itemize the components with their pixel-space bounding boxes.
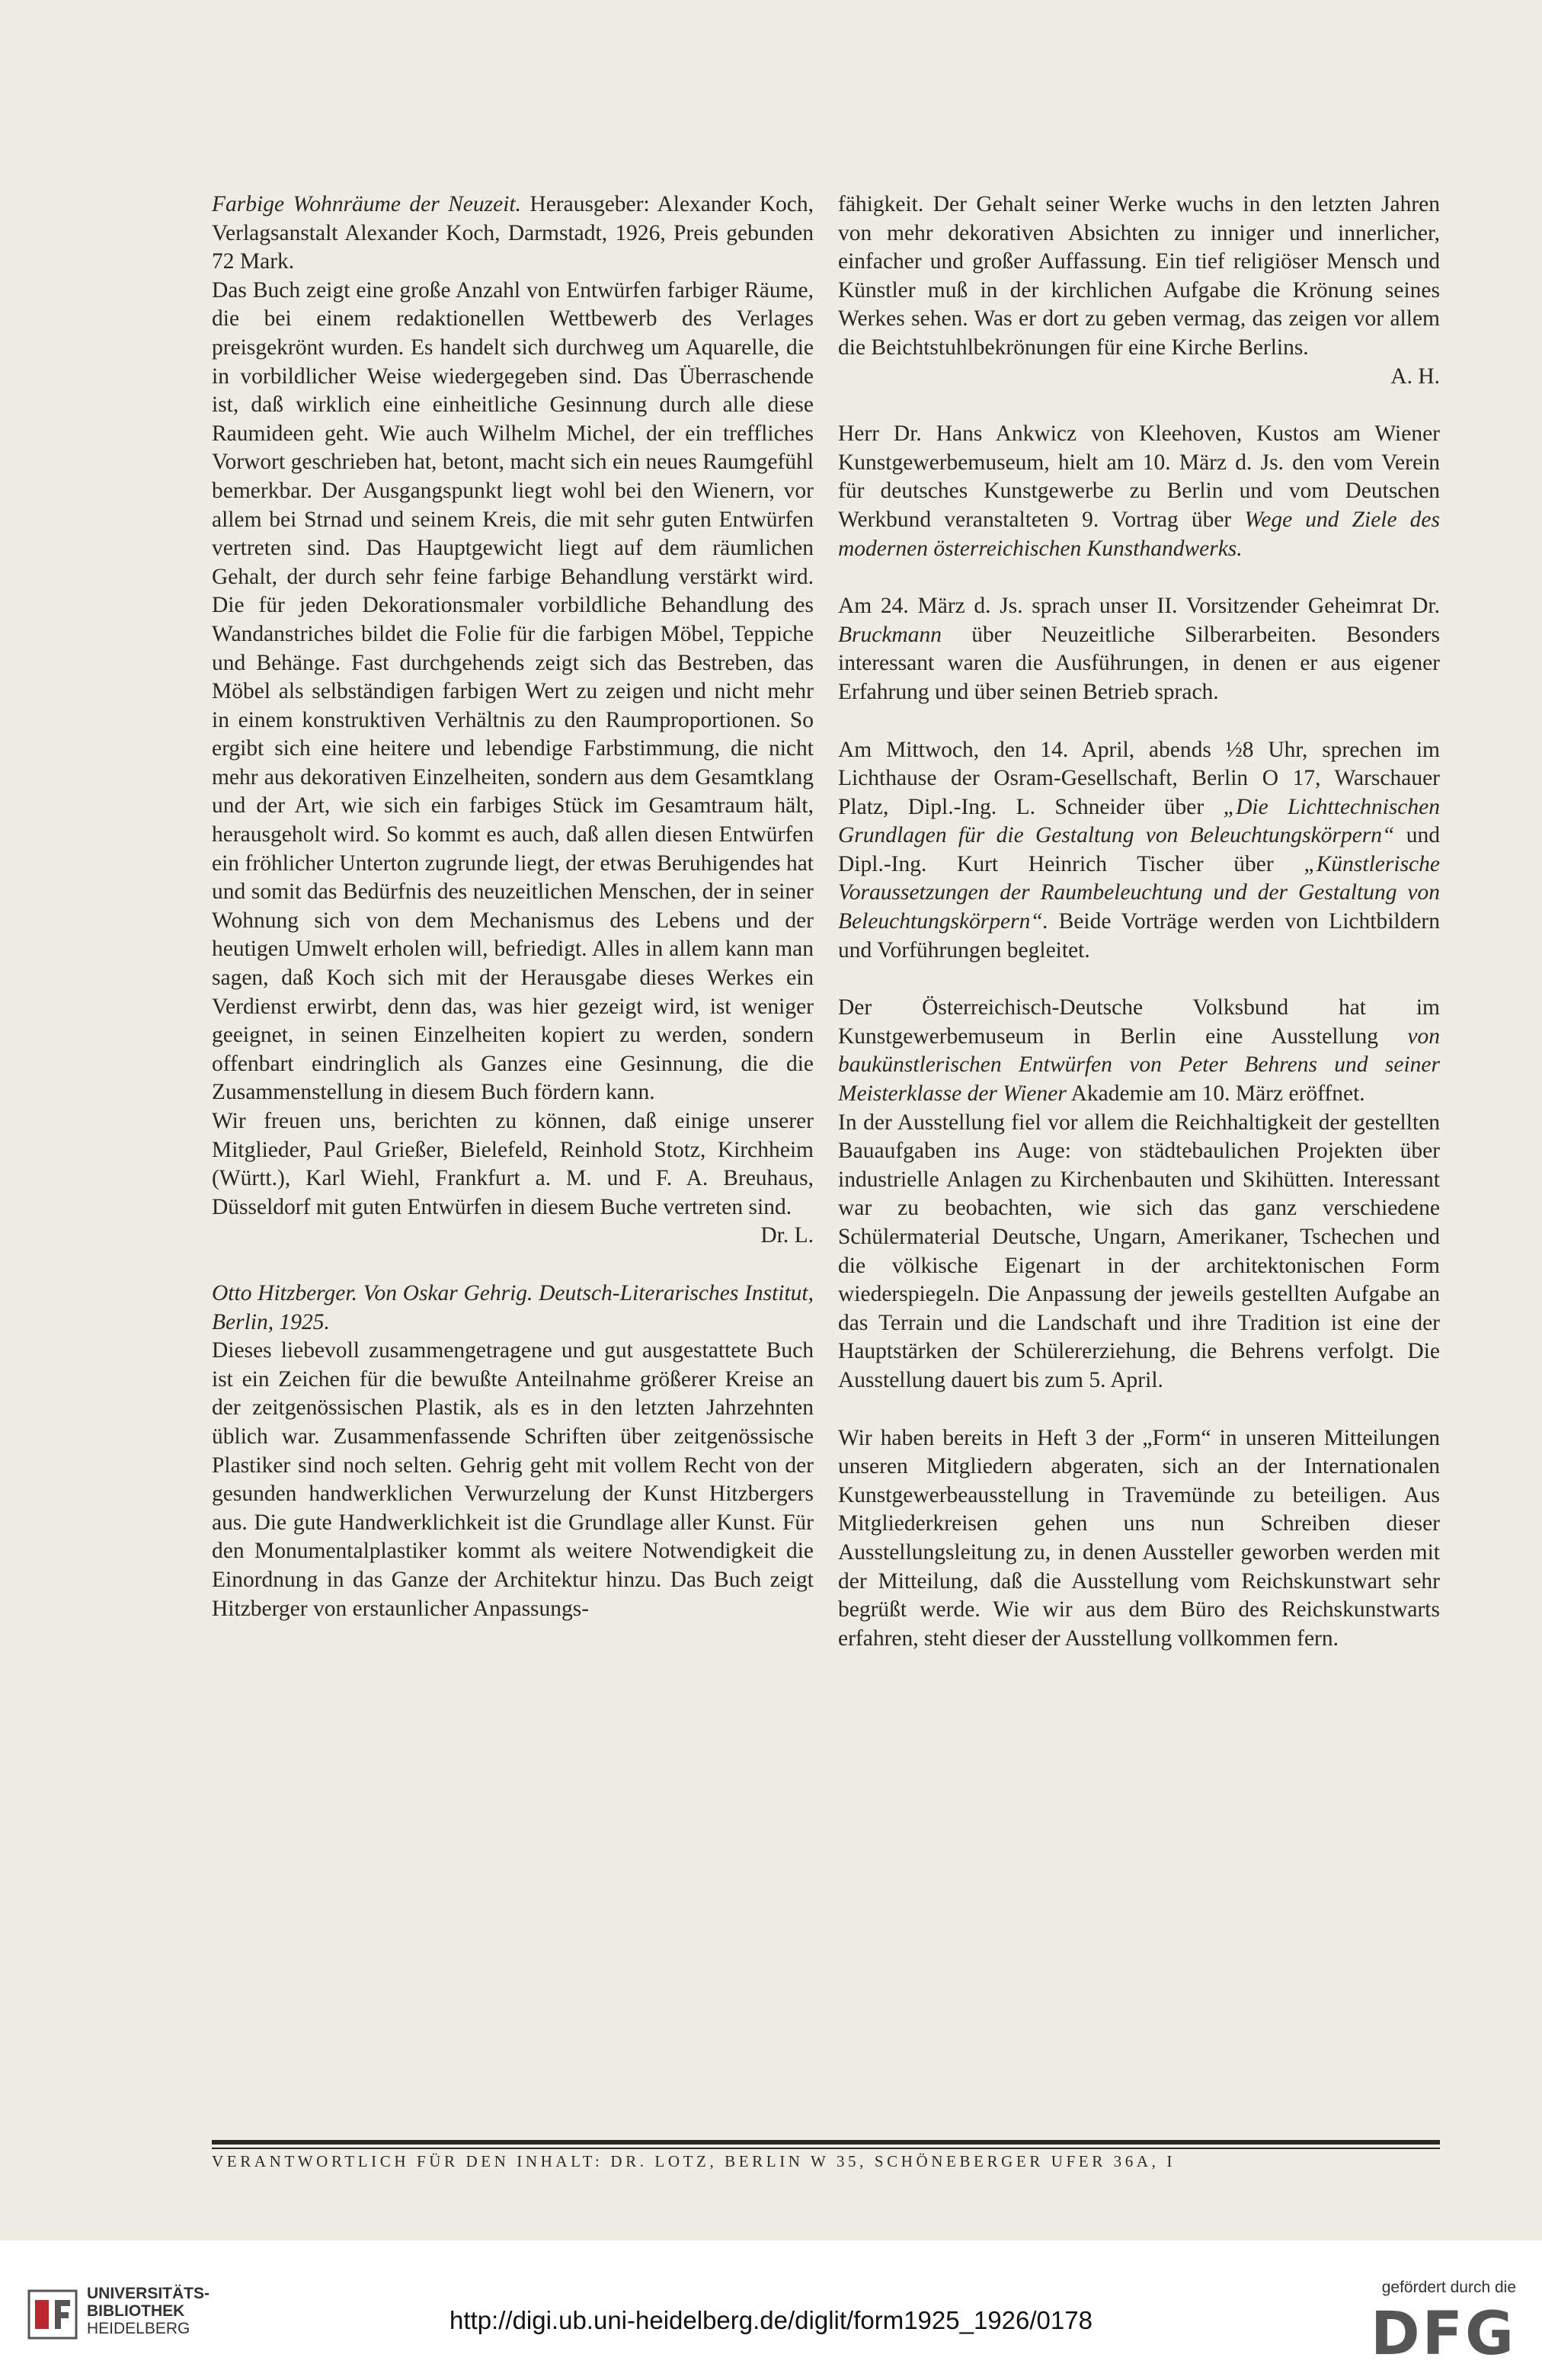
news4-text-b: Akademie am 10. März eröffnet. <box>1066 1081 1365 1107</box>
review1-body: Das Buch zeigt eine große Anzahl von Entwürfen farbiger Räume, die bei einem redaktionellen Wettbewerb des Verlages preisgekrönt wurden. Es handelt sich durchweg um Aquarelle, die in vorbildlicher Weise wiedergegeben sind. Das Überraschende ist, daß wirklich eine einheitliche Gesinnung durch alle diese Raumideen geht. Wie auch Wilhelm Michel, der ein treffliches Vorwort geschrieben hat, betont, macht sich ein neues Raumgefühl bemerkbar. Der Ausgangspunkt liegt wohl bei den Wienern, vor allem bei Strnad und seinem Kreis, die mit sehr guten Entwürfen vertreten sind. Das Hauptgewicht liegt auf dem räumlichen Gehalt, der durch sehr feine farbige Behandlung verstärkt wird. Die für jeden Dekorationsmaler vorbildliche Behandlung des Wandanstriches bildet die Folie für die farbigen Möbel, Teppiche und Behänge. Fast durchgehends zeigt sich das Bestreben, das Möbel als selbständigen farbigen Wert zu zeigen und nicht mehr in einem konstruktiven Verhältnis zu den Raumproportionen. So ergibt sich eine heitere und lebendige Farbstimmung, die nicht mehr aus dekorativen Einzelheiten, sondern aus dem Gesamtklang und der Art, wie sich ein farbiges Stück im Gesamtraum hält, herausgeholt wird. So kommt es auch, daß allen diesen Entwürfen ein fröhlicher Unterton zugrunde liegt, der etwas Beruhigendes hat und somit das Bedürfnis des neuzeitlichen Menschen, der in seiner Wohnung sich von dem Mechanismus des Lebens und der heutigen Umwelt erholen will, befriedigt. Alles in allem kann man sagen, daß Koch sich mit der Herausgabe dieses Werkes ein Verdienst erwirbt, denn das, was hier gezeigt wird, ist weniger geeignet, in seinen Einzelheiten kopiert zu werden, sondern offenbart eindringlich als Ganzes eine Gesinnung, die die Zusammenstellung in diesem Buch fördern kann. <box>212 277 814 1105</box>
right-column <box>838 191 1440 1653</box>
review2-body: Dieses liebevoll zusammengetragene und gut ausgestattete Buch ist ein Zeichen für die bewußte Anteilnahme größerer Kreise an der zeitgenössischen Plastik, als es in den letzten Jahrzehnten üblich war. Zusammenfassende Schriften über zeitgenössische Plastiker sind noch selten. Gehrig geht mit vollem Recht von der gesunden handwerklichen Verwurzelung der Kunst Hitzbergers aus. Die gute Handwerklichkeit ist die Grundlage aller Kunst. Für den Monumentalplastiker kommt als weitere Notwendigkeit die Einordnung in das Ganze der Architektur hinzu. Das Buch zeigt Hitzberger von erstaunlicher Anpassungs- <box>212 1338 814 1621</box>
funding-note: gefördert durch die <box>1381 2279 1516 2296</box>
uni-line-1: UNIVERSITÄTS- <box>87 2285 210 2302</box>
news3-text-c: Beide Vorträge werden von Lichtbildern und Vorführungen begleitet. <box>838 909 1440 963</box>
permalink-url[interactable]: http://digi.ub.uni-heidelberg.de/diglit/form1925_1926/0178 <box>449 2306 1093 2334</box>
footer-rule-thick <box>212 2140 1440 2145</box>
review2-title-text: Otto Hitzberger. Von Oskar Gehrig. Deutsch-Literarisches Institut, Berlin, 1925. <box>212 1280 814 1334</box>
review-farbige-wohnraeume <box>212 191 814 277</box>
news3-text-a: Am Mittwoch, den 14. April, abends ½8 Uhr, sprechen im Lichthause der Osram-Gesellschaft, Berlin O 17, Warschauer Platz, Dipl.-Ing. L. Schneider über <box>838 737 1440 819</box>
news-osram-lectures <box>838 736 1440 966</box>
left-column <box>212 191 814 1623</box>
review2-signature: A. H. <box>1390 364 1440 389</box>
news-travemuende: Wir haben bereits in Heft 3 der „Form“ in unseren Mitteilungen unseren Mitgliedern abgeraten, sich an der Internationalen Kunstgewerbeausstellung in Travemünde zu beteiligen. Aus Mitgliederkreisen gehen uns nun Schreiben dieser Ausstellungsleitung zu, in denen Aussteller geworben werden mit der Mitteilung, daß die Ausstellung vom Reichskunstwart sehr begrüßt werde. Wie wir aus dem Büro des Reichskunstwarts erfahren, steht dieser der Ausstellung vollkommen fern. <box>838 1425 1440 1651</box>
dfg-logo: DFG <box>1370 2300 1516 2369</box>
news-bruckmann-lecture <box>838 592 1440 706</box>
uni-line-2: BIBLIOTHEK <box>87 2302 185 2320</box>
review2-continuation: fähigkeit. Der Gehalt seiner Werke wuchs in den letzten Jahren von mehr dekorativen Absichten zu inniger und innerlicher, einfacher und großer Auffassung. Ein tief religiöser Mensch und Künstler muß in der kirchlichen Aufgabe die Krönung seines Werkes sehen. Was er dort zu geben vermag, das zeigen vor allem die Beichtstuhlbekrönungen für eine Kirche Berlins. <box>838 192 1440 360</box>
digitization-footer <box>0 2241 1542 2380</box>
news3-title-1: „Die Lichttechnischen Grundlagen für die Gestaltung von Beleuchtungskörpern“ <box>838 794 1440 848</box>
news2-text-a: Am 24. März d. Js. sprach unser II. Vorsitzender Geheimrat Dr. <box>838 594 1440 619</box>
news3-text-b: und Dipl.-Ing. Kurt Heinrich Tischer über <box>838 823 1441 876</box>
review1-publisher: Herausgeber: Alexander Koch, Verlagsanstalt Alexander Koch, Darmstadt, 1926, Preis gebunden 72 Mark. <box>212 192 814 274</box>
news2-speaker: Bruckmann <box>838 622 942 647</box>
review2-title <box>212 1280 814 1337</box>
footer-rule-thin <box>212 2148 1440 2149</box>
imprint-line: VERANTWORTLICH FÜR DEN INHALT: DR. LOTZ, BERLIN W 35, SCHÖNEBERGER UFER 36A, I <box>212 2152 1176 2170</box>
review1-title: Farbige Wohnräume der Neuzeit. <box>212 192 521 216</box>
news4-text-a: Der Österreichisch-Deutsche Volksbund hat im Kunstgewerbemuseum in Berlin eine Ausstellung <box>838 995 1440 1049</box>
uni-line-3: HEIDELBERG <box>87 2320 190 2337</box>
news-behrens-exhibition <box>838 994 1440 1108</box>
review1-members: Wir freuen uns, berichten zu können, daß einige unserer Mitglieder, Paul Grießer, Bielefeld, Reinhold Stotz, Kirchheim (Württ.), Karl Wiehl, Frankfurt a. M. und F. A. Breuhaus, Düsseldorf mit guten Entwürfen in diesem Buche vertreten sind. <box>212 1109 814 1219</box>
news1-lecture-title: Wege und Ziele des modernen österreichischen Kunsthandwerks. <box>838 507 1440 561</box>
news4-body: In der Ausstellung fiel vor allem die Reichhaltigkeit der gestellten Bauaufgaben ins Auge: von städtebaulichen Projekten über industrielle Anlagen zu Kirchenbauten und Skihütten. Interessant war zu beobachten, wie sich das ganz verschiedene Schülermaterial Deutsche, Ungarn, Amerikaner, Tschechen und die völkische Eigenart in der architektonischen Form wiederspiegeln. Die Anpassung der jeweils gestellten Aufgabe an das Terrain und die Landschaft und ihre Tradition ist eine der Hauptstärken der Schülererziehung, die Behrens verfolgt. Die Ausstellung dauert bis zum 5. April. <box>838 1110 1440 1392</box>
news2-text-b: über Neuzeitliche Silberarbeiten. Besonders interessant waren die Ausführungen, in denen er aus eigener Erfahrung und über seinen Betrieb sprach. <box>838 622 1440 704</box>
news4-exhibition-title: von baukünstlerischen Entwürfen von Peter Behrens und seiner Meisterklasse der Wiener <box>838 1023 1440 1107</box>
review1-signature: Dr. L. <box>760 1223 814 1248</box>
news3-title-2: „Künstlerische Voraussetzungen der Raumbeleuchtung und der Gestaltung von Beleuchtungskörpern“. <box>838 851 1440 934</box>
news-ankwicz-lecture <box>838 420 1440 563</box>
news1-text: Herr Dr. Hans Ankwicz von Kleehoven, Kustos am Wiener Kunstgewerbemuseum, hielt am 10. März d. Js. den vom Verein für deutsches Kunstgewerbe zu Berlin und vom Deutschen Werkbund veranstalteten 9. Vortrag über <box>838 421 1440 532</box>
